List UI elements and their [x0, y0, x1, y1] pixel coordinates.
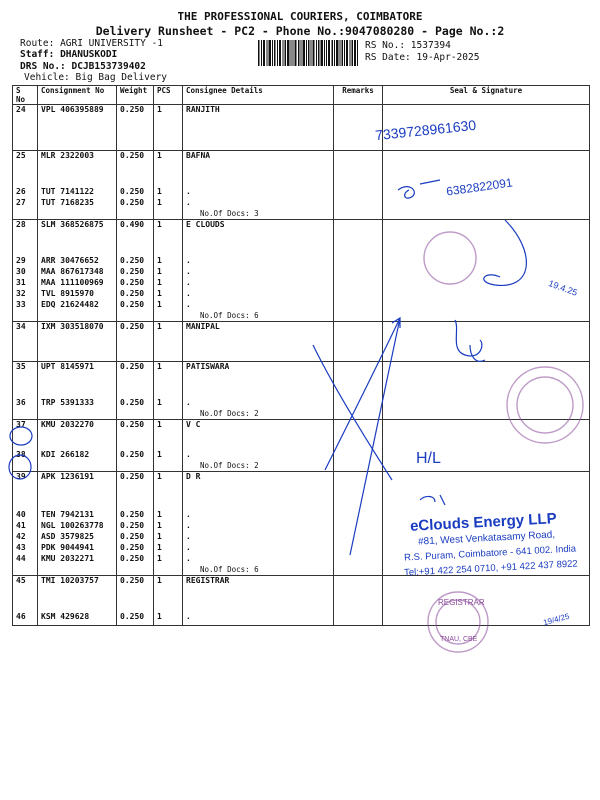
cell-wt: 0.250	[117, 289, 154, 300]
col-header-consignee: Consignee Details	[183, 86, 334, 105]
registrar-seal-tnau: TNAU, CBE	[440, 636, 478, 643]
cell-remarks	[334, 322, 383, 362]
cell-cn: SLM 368526875	[38, 220, 117, 256]
cell-sn: 39	[13, 472, 38, 510]
table-row	[13, 220, 590, 256]
cell-cd: .	[183, 198, 334, 209]
handwritten-date-2: 19/4/25	[542, 611, 571, 628]
cell-pcs: 1	[154, 220, 183, 256]
table-row	[13, 362, 590, 398]
cell-wt: 0.250	[117, 510, 154, 521]
docs-count: No.Of Docs: 2	[200, 460, 259, 470]
cell-sn: 33	[13, 300, 38, 311]
cell-signature	[383, 420, 590, 450]
cell-wt: 0.250	[117, 543, 154, 554]
cell-sn: 40	[13, 510, 38, 521]
cell-cd: .	[183, 256, 334, 267]
table-row	[13, 289, 590, 300]
cell-cn: APK 1236191	[38, 472, 117, 510]
rs-date-label: RS Date:	[365, 52, 411, 63]
cell-cd: .	[183, 510, 334, 521]
cell-cn: TRP 5391333	[38, 398, 117, 409]
cell-wt: 0.250	[117, 256, 154, 267]
cell-pcs: 1	[154, 256, 183, 267]
cell-sn: 38	[13, 450, 38, 461]
docs-count-row	[13, 461, 590, 472]
cell-cn: NGL 100263778	[38, 521, 117, 532]
cell-cd: .	[183, 532, 334, 543]
cell-pcs: 1	[154, 362, 183, 398]
cell-cd: .	[183, 398, 334, 409]
cell-cn: IXM 303518070	[38, 322, 117, 362]
company-stamp-line2: R.S. Puram, Coimbatore - 641 002. India	[403, 543, 577, 564]
cell-pcs: 1	[154, 510, 183, 521]
cell-sn: 28	[13, 220, 38, 256]
cell-wt: 0.250	[117, 151, 154, 187]
cell-pcs: 1	[154, 289, 183, 300]
cell-remarks	[334, 576, 383, 612]
cell-pcs: 1	[154, 300, 183, 311]
cell-cd: MANIPAL	[183, 322, 334, 362]
cell-wt: 0.250	[117, 521, 154, 532]
route-value: AGRI UNIVERSITY -1	[60, 38, 164, 49]
docs-count: No.Of Docs: 3	[200, 208, 259, 218]
cell-pcs: 1	[154, 532, 183, 543]
cell-sn: 45	[13, 576, 38, 612]
cell-cn: VPL 406395889	[38, 105, 117, 151]
col-header-pcs: PCS	[154, 86, 183, 105]
rs-no-value: 1537394	[410, 40, 451, 51]
cell-pcs: 1	[154, 105, 183, 151]
cell-cd: PATISWARA	[183, 362, 334, 398]
cell-cd: .	[183, 267, 334, 278]
vehicle-label: Vehicle:	[24, 72, 70, 83]
cell-cd: .	[183, 187, 334, 198]
docs-count: No.Of Docs: 2	[200, 408, 259, 418]
cell-wt: 0.250	[117, 198, 154, 209]
cell-pcs: 1	[154, 187, 183, 198]
cell-remarks	[334, 256, 383, 267]
cell-pcs: 1	[154, 267, 183, 278]
cell-sn: 25	[13, 151, 38, 187]
cell-sn: 27	[13, 198, 38, 209]
cell-pcs: 1	[154, 576, 183, 612]
cell-sn: 24	[13, 105, 38, 151]
rs-date-value: 19-Apr-2025	[416, 52, 480, 63]
rs-date-line	[365, 52, 479, 63]
cell-cd: .	[183, 554, 334, 565]
cell-sn: 37	[13, 420, 38, 450]
cell-wt: 0.250	[117, 472, 154, 510]
table-row	[13, 198, 590, 209]
docs-count: No.Of Docs: 6	[200, 564, 259, 574]
table-row	[13, 105, 590, 151]
cell-wt: 0.250	[117, 300, 154, 311]
route-label: Route:	[20, 38, 55, 49]
docs-count: No.Of Docs: 6	[200, 310, 259, 320]
cell-wt: 0.250	[117, 532, 154, 543]
cell-cn: TUT 7168235	[38, 198, 117, 209]
handwritten-hl: H/L	[416, 450, 441, 467]
cell-cd: E CLOUDS	[183, 220, 334, 256]
cell-wt: 0.250	[117, 612, 154, 626]
col-header-consignment: Consignment No	[38, 86, 117, 105]
table-header-row	[13, 86, 590, 105]
cell-wt: 0.250	[117, 554, 154, 565]
cell-wt: 0.250	[117, 420, 154, 450]
cell-cn: ARR 30476652	[38, 256, 117, 267]
cell-sn: 35	[13, 362, 38, 398]
cell-signature	[383, 576, 590, 612]
cell-pcs: 1	[154, 543, 183, 554]
cell-sn: 43	[13, 543, 38, 554]
drs-value: DCJB153739402	[71, 61, 146, 72]
cell-wt: 0.250	[117, 105, 154, 151]
cell-sn: 26	[13, 187, 38, 198]
cell-signature	[383, 256, 590, 267]
cell-remarks	[334, 289, 383, 300]
cell-cn: UPT 8145971	[38, 362, 117, 398]
handwritten-phone-2: 6382822091	[445, 175, 514, 199]
rs-no-label: RS No.:	[365, 40, 406, 51]
cell-remarks	[334, 420, 383, 450]
cell-cd: .	[183, 612, 334, 626]
cell-cn: PDK 9044941	[38, 543, 117, 554]
cell-pcs: 1	[154, 554, 183, 565]
cell-cd: RANJITH	[183, 105, 334, 151]
cell-pcs: 1	[154, 420, 183, 450]
cell-wt: 0.490	[117, 220, 154, 256]
drs-line	[20, 61, 146, 72]
col-header-remarks: Remarks	[334, 86, 383, 105]
table-row	[13, 450, 590, 461]
cell-sn: 34	[13, 322, 38, 362]
cell-remarks	[334, 612, 383, 626]
cell-remarks	[334, 300, 383, 311]
cell-sn: 31	[13, 278, 38, 289]
company-stamp-name: eClouds Energy LLP	[409, 510, 558, 535]
handwritten-date: 19.4.25	[547, 278, 579, 298]
company-stamp-line1: #81, West Venkatasamy Road,	[417, 529, 556, 548]
cell-remarks	[334, 398, 383, 409]
cell-remarks	[334, 220, 383, 256]
cell-signature	[383, 322, 590, 362]
cell-cn: EDQ 21624482	[38, 300, 117, 311]
cell-cd: .	[183, 543, 334, 554]
cell-cn: TEN 7942131	[38, 510, 117, 521]
cell-wt: 0.250	[117, 398, 154, 409]
cell-signature	[383, 300, 590, 311]
cell-remarks	[334, 187, 383, 198]
cell-wt: 0.250	[117, 278, 154, 289]
company-stamp-line3: Tel:+91 422 254 0710, +91 422 437 8922	[403, 558, 578, 579]
cell-cn: TVL 8915970	[38, 289, 117, 300]
cell-pcs: 1	[154, 612, 183, 626]
cell-pcs: 1	[154, 198, 183, 209]
cell-remarks	[334, 532, 383, 543]
cell-wt: 0.250	[117, 450, 154, 461]
cell-pcs: 1	[154, 278, 183, 289]
cell-wt: 0.250	[117, 362, 154, 398]
cell-remarks	[334, 278, 383, 289]
cell-cd: .	[183, 521, 334, 532]
cell-remarks	[334, 472, 383, 510]
col-header-sno: S No	[13, 86, 38, 105]
cell-signature	[383, 220, 590, 256]
cell-cd: .	[183, 289, 334, 300]
cell-remarks	[334, 450, 383, 461]
handwritten-phone-1: 7339728961630	[374, 116, 477, 144]
cell-pcs: 1	[154, 151, 183, 187]
document-subtitle: Delivery Runsheet - PC2 - Phone No.:9047080280 - Page No.:2	[95, 24, 505, 38]
vehicle-value: Big Bag Delivery	[75, 72, 168, 83]
document-title: THE PROFESSIONAL COURIERS, COIMBATORE	[177, 10, 423, 23]
cell-remarks	[334, 151, 383, 187]
cell-cn: TUT 7141122	[38, 187, 117, 198]
cell-cn: KMU 2032271	[38, 554, 117, 565]
registrar-seal-text: REGISTRAR	[438, 598, 485, 607]
cell-cd: BAFNA	[183, 151, 334, 187]
barcode	[258, 40, 358, 66]
drs-label: DRS No.:	[20, 61, 66, 72]
table-row	[13, 472, 590, 510]
cell-remarks	[334, 510, 383, 521]
cell-cn: MAA 867617348	[38, 267, 117, 278]
docs-count-row	[13, 409, 590, 420]
cell-cn: KMU 2032270	[38, 420, 117, 450]
cell-remarks	[334, 521, 383, 532]
cell-cd: .	[183, 450, 334, 461]
col-header-signature: Seal & Signature	[383, 86, 590, 105]
cell-cn: KDI 266182	[38, 450, 117, 461]
table-row	[13, 576, 590, 612]
cell-cn: ASD 3579825	[38, 532, 117, 543]
cell-cn: TMI 10203757	[38, 576, 117, 612]
cell-remarks	[334, 554, 383, 565]
cell-wt: 0.250	[117, 187, 154, 198]
cell-wt: 0.250	[117, 267, 154, 278]
staff-line	[20, 49, 117, 60]
cell-remarks	[334, 198, 383, 209]
table-row	[13, 420, 590, 450]
cell-cd: D R	[183, 472, 334, 510]
staff-value: DHANUSKODI	[60, 49, 118, 60]
docs-count-row	[13, 209, 590, 220]
cell-cd: REGISTRAR	[183, 576, 334, 612]
table-row	[13, 267, 590, 278]
col-header-weight: Weight	[117, 86, 154, 105]
cell-signature	[383, 198, 590, 209]
cell-cd: .	[183, 278, 334, 289]
cell-remarks	[334, 267, 383, 278]
cell-signature	[383, 362, 590, 398]
cell-sn: 36	[13, 398, 38, 409]
cell-cn: MAA 111100969	[38, 278, 117, 289]
table-row	[13, 300, 590, 311]
cell-sn: 44	[13, 554, 38, 565]
cell-signature	[383, 267, 590, 278]
cell-remarks	[334, 543, 383, 554]
cell-sn: 41	[13, 521, 38, 532]
vehicle-line	[24, 72, 167, 83]
table-row	[13, 398, 590, 409]
cell-wt: 0.250	[117, 322, 154, 362]
cell-pcs: 1	[154, 398, 183, 409]
cell-cn: MLR 2322003	[38, 151, 117, 187]
staff-label: Staff:	[20, 49, 55, 60]
runsheet-table	[12, 85, 590, 626]
cell-cd: .	[183, 300, 334, 311]
cell-pcs: 1	[154, 472, 183, 510]
table-row	[13, 322, 590, 362]
table-row	[13, 612, 590, 626]
route-line	[20, 38, 163, 49]
docs-count-row	[13, 311, 590, 322]
cell-wt: 0.250	[117, 576, 154, 612]
cell-sn: 42	[13, 532, 38, 543]
cell-remarks	[334, 362, 383, 398]
cell-cn: KSM 429628	[38, 612, 117, 626]
table-row	[13, 256, 590, 267]
cell-signature	[383, 398, 590, 409]
cell-sn: 32	[13, 289, 38, 300]
cell-sn: 46	[13, 612, 38, 626]
cell-pcs: 1	[154, 521, 183, 532]
rs-no-line	[365, 40, 451, 51]
cell-signature	[383, 472, 590, 510]
table-row	[13, 278, 590, 289]
cell-signature	[383, 450, 590, 461]
cell-sn: 30	[13, 267, 38, 278]
cell-cd: V C	[183, 420, 334, 450]
cell-pcs: 1	[154, 322, 183, 362]
cell-pcs: 1	[154, 450, 183, 461]
cell-sn: 29	[13, 256, 38, 267]
